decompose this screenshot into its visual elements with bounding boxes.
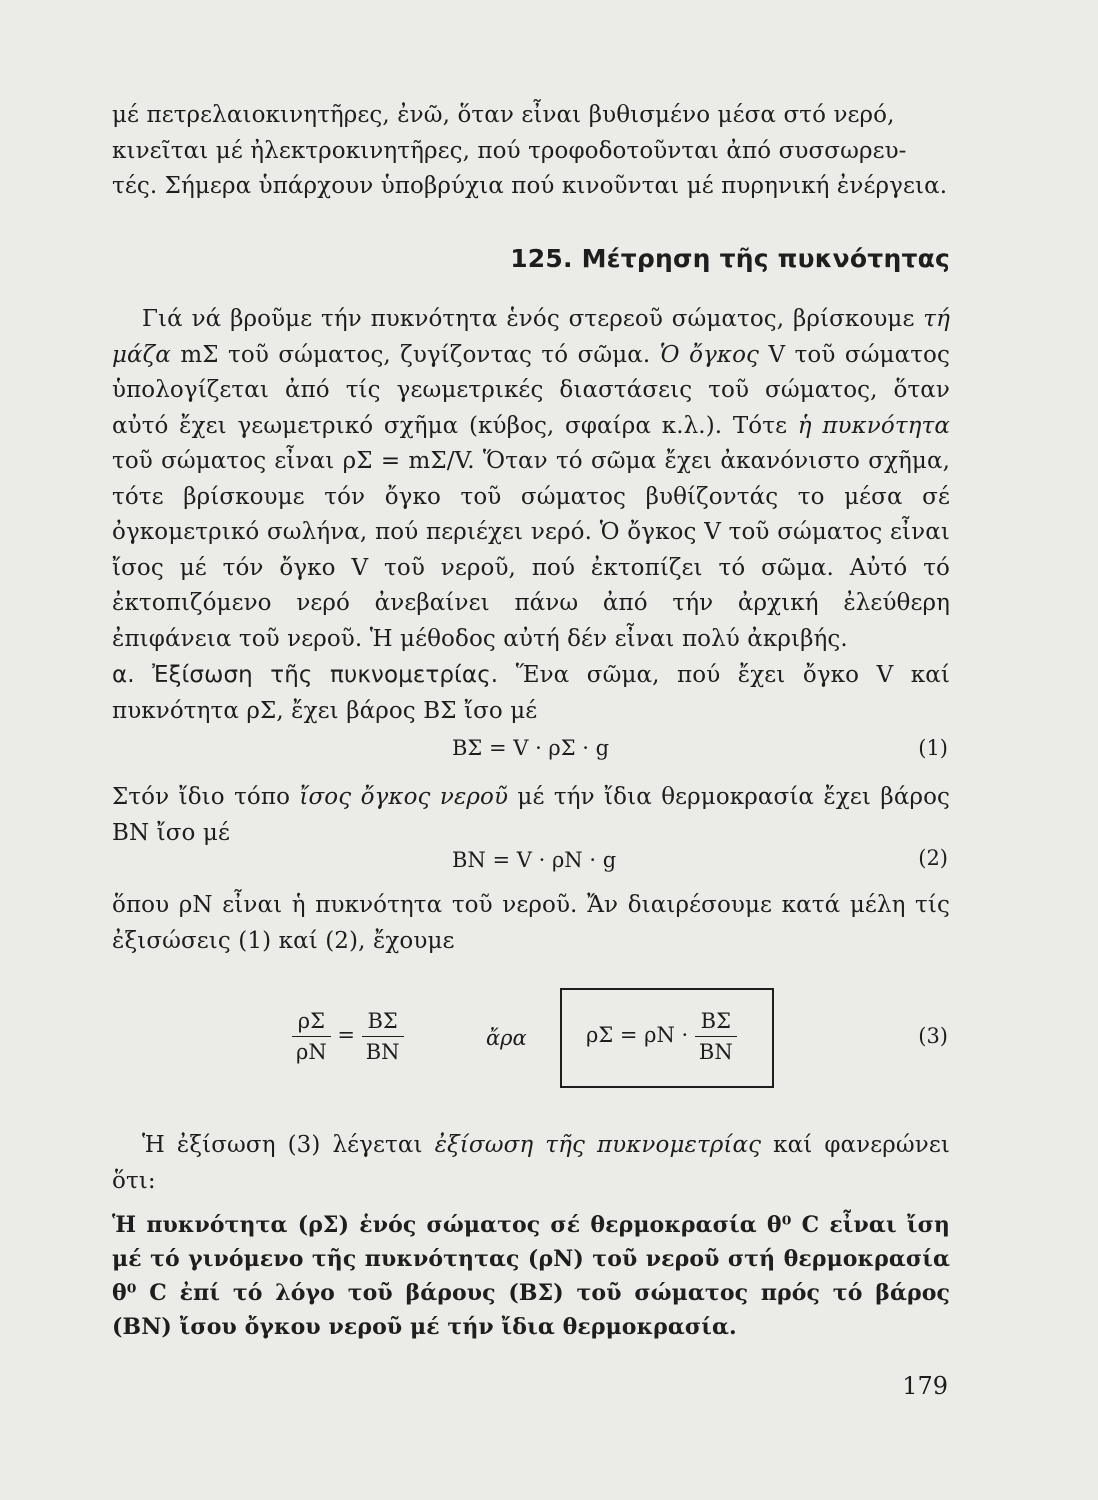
- fraction-rho: [292, 1006, 331, 1067]
- intro-line-2: κινεῖται μέ ἠλεκτροκινητῆρες, πού τροφοδοτοῦνται ἀπό συσσωρευ-: [112, 137, 907, 164]
- section-paragraph: [112, 302, 950, 657]
- fraction-b-num: BΣ: [362, 1006, 404, 1037]
- equation-2: BN = V · ρN · g: [452, 848, 617, 872]
- section-text-2: mΣ τοῦ σώματος, ζυγίζοντας τό σῶμα.: [170, 341, 660, 368]
- mass-term: τή μάζα: [112, 306, 950, 368]
- fraction-rho-den: ρN: [296, 1040, 327, 1064]
- equation-1: BΣ = V · ρΣ · g: [452, 736, 610, 760]
- subsection-paragraph: [112, 658, 950, 729]
- sentence-4-a: Ἡ ἐξίσωση (3) λέγεται: [142, 1132, 435, 1158]
- subsection-text: Ἕνα σῶμα, πού ἔχει ὄγκο V καί πυκνότητα ρΣ, ἔχει βάρος BΣ ἴσο μέ: [112, 662, 950, 724]
- bold-statement: Ἡ πυκνότητα (ρΣ) ἑνός σώματος σέ θερμοκρασία θ⁰ C εἶναι ἴση μέ τό γινόμενο τῆς πυκνότητας (ρN) τοῦ νεροῦ στή θερμοκρασία θ⁰ C ἐπί τό λόγο τοῦ βάρους (BΣ) τοῦ σώματος πρός τό βάρος (BN) ἴσου ὄγκου νεροῦ μέ τήν ἴδια θερμοκρασία.: [112, 1212, 951, 1340]
- equals-sign: =: [337, 1023, 356, 1047]
- equation-3-lhs: [292, 1006, 404, 1067]
- section-text-3: V τοῦ σώματος ὑπολογίζεται ἀπό τίς γεωμετρικές διαστάσεις τοῦ σώματος, ὅταν αὐτό ἔχει γεωμετρικό σχῆμα (κύβος, σφαίρα κ.λ.). Τότε: [112, 341, 950, 439]
- intro-line-3: τές. Σήμερα ὑπάρχουν ὑποβρύχια πού κινοῦνται μέ πυρηνική ἐνέργεια.: [112, 173, 948, 199]
- section-text-4: τοῦ σώματος εἶναι ρΣ = mΣ/V. Ὅταν τό σῶμα ἔχει ἀκανόνιστο σχῆμα, τότε βρίσκουμε τόν ὄγκο τοῦ σώματος βυθίζοντάς το μέσα σέ ὀγκομετρικό σωλήνα, πού περιέχει νερό. Ὁ ὄγκος V τοῦ σώματος εἶναι ἴσος μέ τόν ὄγκο V τοῦ νεροῦ, πού ἐκτοπίζει τό σῶμα. Αὐτό τό ἐκτοπιζόμενο νερό ἀνεβαίνει πάνω ἀπό τήν ἀρχική ἐλεύθερη ἐπιφάνεια τοῦ νεροῦ. Ἡ μέθοδος αὐτή δέν εἶναι πολύ ἀκριβής.: [112, 448, 950, 652]
- boxed-prefix: ρΣ = ρN ·: [586, 1023, 689, 1047]
- boxed-fraction-den: BN: [698, 1040, 733, 1064]
- section-heading: 125. Μέτρηση τῆς πυκνότητας: [510, 244, 950, 273]
- sentence-2-italic: ἴσος ὄγκος νεροῦ: [299, 784, 509, 810]
- equation-3-number: (3): [918, 1024, 948, 1048]
- intro-line-1: μέ πετρελαιοκινητῆρες, ἐνῶ, ὅταν εἶναι βυθισμένο μέσα στό νερό,: [112, 102, 895, 128]
- equation-3-connector: ἄρα: [486, 1026, 527, 1050]
- sentence-2-b: μέ τήν ἴδια θερμοκρασία ἔχει βάρος BN ἴσο μέ: [112, 784, 950, 846]
- sentence-2: [112, 780, 950, 851]
- fraction-b-den: BN: [365, 1040, 400, 1064]
- equation-3-box: [560, 988, 774, 1088]
- boxed-fraction: [695, 1006, 737, 1067]
- equation-1-number: (1): [918, 736, 948, 760]
- subsection-label: α. Ἐξίσωση τῆς πυκνομετρίας.: [112, 662, 499, 688]
- section-text-1: Γιά νά βροῦμε τήν πυκνότητα ἑνός στερεοῦ σώματος, βρίσκουμε: [142, 306, 924, 332]
- sentence-3: ὅπου ρN εἶναι ἡ πυκνότητα τοῦ νεροῦ. Ἄν διαιρέσουμε κατά μέλη τίς ἐξισώσεις (1) καί (2), ἔχουμε: [112, 892, 950, 954]
- intro-paragraph: [112, 98, 950, 205]
- equation-3-boxed: [586, 1006, 737, 1067]
- sentence-4-b: καί φανερώνει ὅτι:: [112, 1132, 950, 1194]
- fraction-rho-num: ρΣ: [292, 1006, 331, 1037]
- density-term: ἡ πυκνότητα: [797, 412, 950, 439]
- sentence-2-a: Στόν ἴδιο τόπο: [112, 784, 300, 810]
- equation-2-number: (2): [918, 846, 948, 870]
- fraction-b: [362, 1006, 404, 1067]
- sentence-4: [112, 1128, 950, 1199]
- boxed-fraction-num: BΣ: [695, 1006, 737, 1037]
- page-number: 179: [902, 1372, 948, 1400]
- volume-term: Ὁ ὄγκος: [659, 341, 759, 368]
- sentence-4-italic: ἐξίσωση τῆς πυκνομετρίας: [434, 1132, 762, 1158]
